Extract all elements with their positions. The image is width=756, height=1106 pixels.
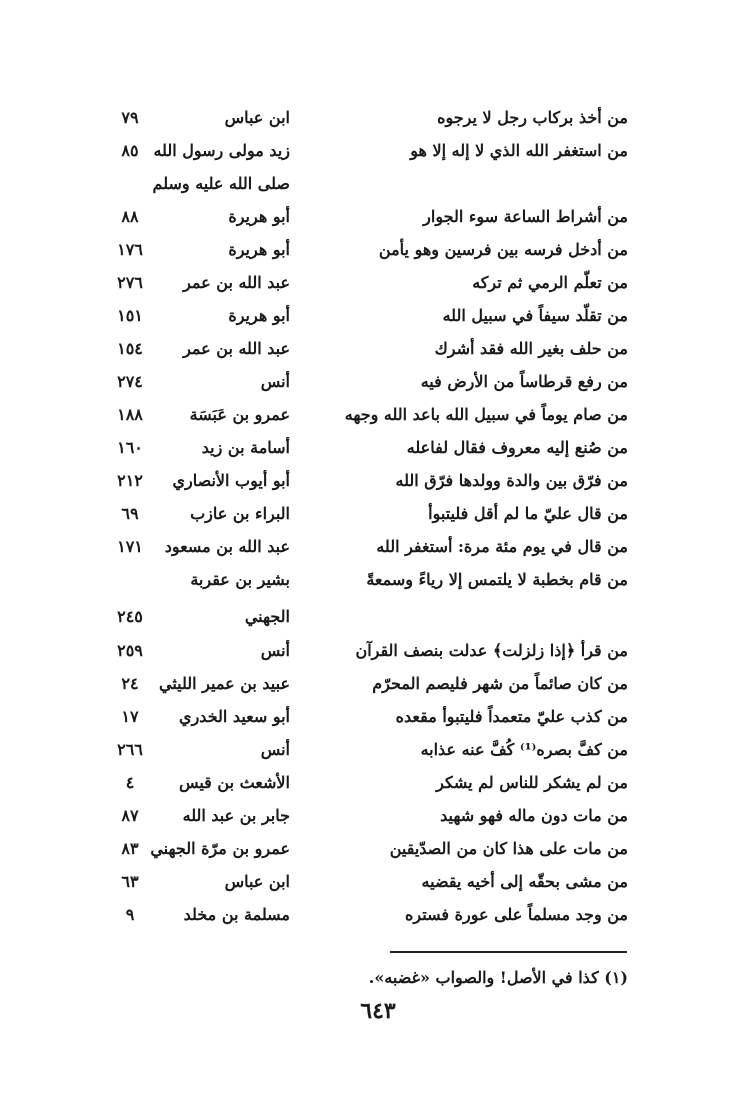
hadith-text: من كفَّ بصره⁽¹⁾ كُفَّ عنه عذابه: [420, 740, 628, 759]
index-row: [0, 365, 756, 398]
footnote-rule: [390, 951, 627, 953]
hadith-text: من صام يوماً في سبيل الله باعد الله وجهه: [344, 405, 628, 424]
narrator-name: بشير بن عقربة: [190, 570, 290, 589]
index-row: [0, 799, 756, 832]
narrator-name: ابن عباس: [224, 108, 290, 127]
index-row: [0, 332, 756, 365]
index-row: [0, 398, 756, 431]
page-reference: ١٦٠: [117, 438, 143, 457]
footnote: (١) كذا في الأصل! والصواب «غضبه».: [368, 968, 628, 987]
page-reference: ٤: [125, 773, 135, 792]
narrator-name: عبيد بن عمير الليثي: [158, 674, 290, 693]
index-row: [0, 233, 756, 266]
page-reference: ٨٨: [121, 207, 139, 226]
narrator-name: أبو أيوب الأنصاري: [172, 471, 290, 490]
narrator-name: جابر بن عبد الله: [182, 806, 290, 825]
index-row: [0, 600, 756, 633]
page-reference: ٢٤٥: [117, 607, 143, 626]
index-row: [0, 134, 756, 167]
page-reference: ١٨٨: [117, 405, 143, 424]
narrator-name: أنس: [260, 740, 290, 759]
index-row: [0, 898, 756, 931]
narrator-name: أبو هريرة: [228, 306, 290, 325]
narrator-name: عمرو بن عَبَسَة: [189, 405, 290, 424]
page-reference: ٦٣: [121, 872, 139, 891]
narrator-name: أنس: [260, 372, 290, 391]
index-row: [0, 667, 756, 700]
page-reference: ١٥٤: [117, 339, 143, 358]
narrator-name: عبد الله بن عمر: [183, 273, 290, 292]
narrator-name: أبو هريرة: [228, 207, 290, 226]
page-reference: ٩: [125, 905, 135, 924]
page-reference: ١٥١: [117, 306, 143, 325]
hadith-text: من كان صائماً من شهر فليصم المحرّم: [372, 674, 628, 693]
hadith-text: من حلف بغير الله فقد أشرك: [434, 339, 628, 358]
page-reference: ٨٧: [121, 806, 139, 825]
index-row: [0, 733, 756, 766]
narrator-name: البراء بن عازب: [190, 504, 290, 523]
index-row: [0, 700, 756, 733]
page-reference: ٢١٢: [117, 471, 143, 490]
index-row: [0, 200, 756, 233]
hadith-text: من استغفر الله الذي لا إله إلا هو: [410, 141, 628, 160]
page-reference: ٧٩: [121, 108, 139, 127]
narrator-name: الجهني: [244, 607, 290, 626]
index-row: [0, 167, 756, 200]
hadith-text: من أدخل فرسه بين فرسين وهو يأمن: [378, 240, 628, 259]
hadith-text: من قال عليّ ما لم أقل فليتبوأ: [428, 504, 628, 523]
hadith-text: من أشراط الساعة سوء الجوار: [423, 207, 628, 226]
hadith-text: من مات دون ماله فهو شهيد: [440, 806, 628, 825]
page-reference: ١٧١: [117, 537, 143, 556]
page-reference: ٢٦٦: [117, 740, 143, 759]
narrator-name: الأشعث بن قيس: [178, 773, 290, 792]
index-row: [0, 766, 756, 799]
index-row: [0, 530, 756, 563]
narrator-name: ابن عباس: [224, 872, 290, 891]
hadith-text: من وجد مسلماً على عورة فستره: [405, 905, 628, 924]
hadith-text: من فرّق بين والدة وولدها فرّق الله: [395, 471, 628, 490]
index-row: [0, 497, 756, 530]
narrator-name: عمرو بن مرّة الجهني: [150, 839, 290, 858]
page-reference: ٨٥: [121, 141, 139, 160]
page-reference: ٢٥٩: [117, 641, 143, 660]
index-row: [0, 101, 756, 134]
narrator-name: أبو هريرة: [228, 240, 290, 259]
hadith-text: من صُنع إليه معروف فقال لفاعله: [406, 438, 628, 457]
page-reference: ١٧٦: [117, 240, 143, 259]
hadith-text: من لم يشكر للناس لم يشكر: [436, 773, 628, 792]
index-row: [0, 634, 756, 667]
page-number: ٦٤٣: [360, 998, 396, 1024]
narrator-name: أبو سعيد الخدري: [179, 707, 290, 726]
page-reference: ١٧: [121, 707, 139, 726]
narrator-name: أنس: [260, 641, 290, 660]
index-row: [0, 865, 756, 898]
narrator-name: أسامة بن زيد: [201, 438, 290, 457]
page-reference: ٦٩: [121, 504, 139, 523]
narrator-name: عبد الله بن عمر: [183, 339, 290, 358]
page-reference: ٢٧٦: [117, 273, 143, 292]
hadith-text: من قال في يوم مئة مرة: أستغفر الله: [376, 537, 628, 556]
index-row: [0, 464, 756, 497]
hadith-text: من مشى بحقّه إلى أخيه يقضيه: [421, 872, 628, 891]
hadith-text: من أخذ بركاب رجل لا يرجوه: [437, 108, 628, 127]
page-reference: ٨٣: [121, 839, 139, 858]
index-row: [0, 299, 756, 332]
narrator-name: عبد الله بن مسعود: [164, 537, 290, 556]
narrator-name: صلى الله عليه وسلم: [152, 174, 290, 193]
hadith-text: من تقلّد سيفاً في سبيل الله: [442, 306, 628, 325]
narrator-name: مسلمة بن مخلد: [183, 905, 290, 924]
hadith-text: من مات على هذا كان من الصدّيقين: [389, 839, 628, 858]
page-reference: [100, 563, 160, 596]
index-row: [0, 431, 756, 464]
page-reference: [100, 167, 160, 200]
index-row: [0, 832, 756, 865]
hadith-text: من قرأ ﴿إذا زلزلت﴾ عدلت بنصف القرآن: [355, 641, 628, 660]
index-row: [0, 266, 756, 299]
narrator-name: زيد مولى رسول الله: [153, 141, 290, 160]
hadith-text: من كذب عليّ متعمداً فليتبوأ مقعده: [395, 707, 628, 726]
page-reference: ٢٧٤: [117, 372, 143, 391]
page-reference: ٢٤: [121, 674, 139, 693]
hadith-text: من قام بخطبة لا يلتمس إلا رياءً وسمعةً: [366, 570, 628, 589]
hadith-text: من تعلّم الرمي ثم تركه: [472, 273, 628, 292]
hadith-text: من رفع قرطاساً من الأرض فيه: [420, 372, 628, 391]
index-row: [0, 563, 756, 596]
